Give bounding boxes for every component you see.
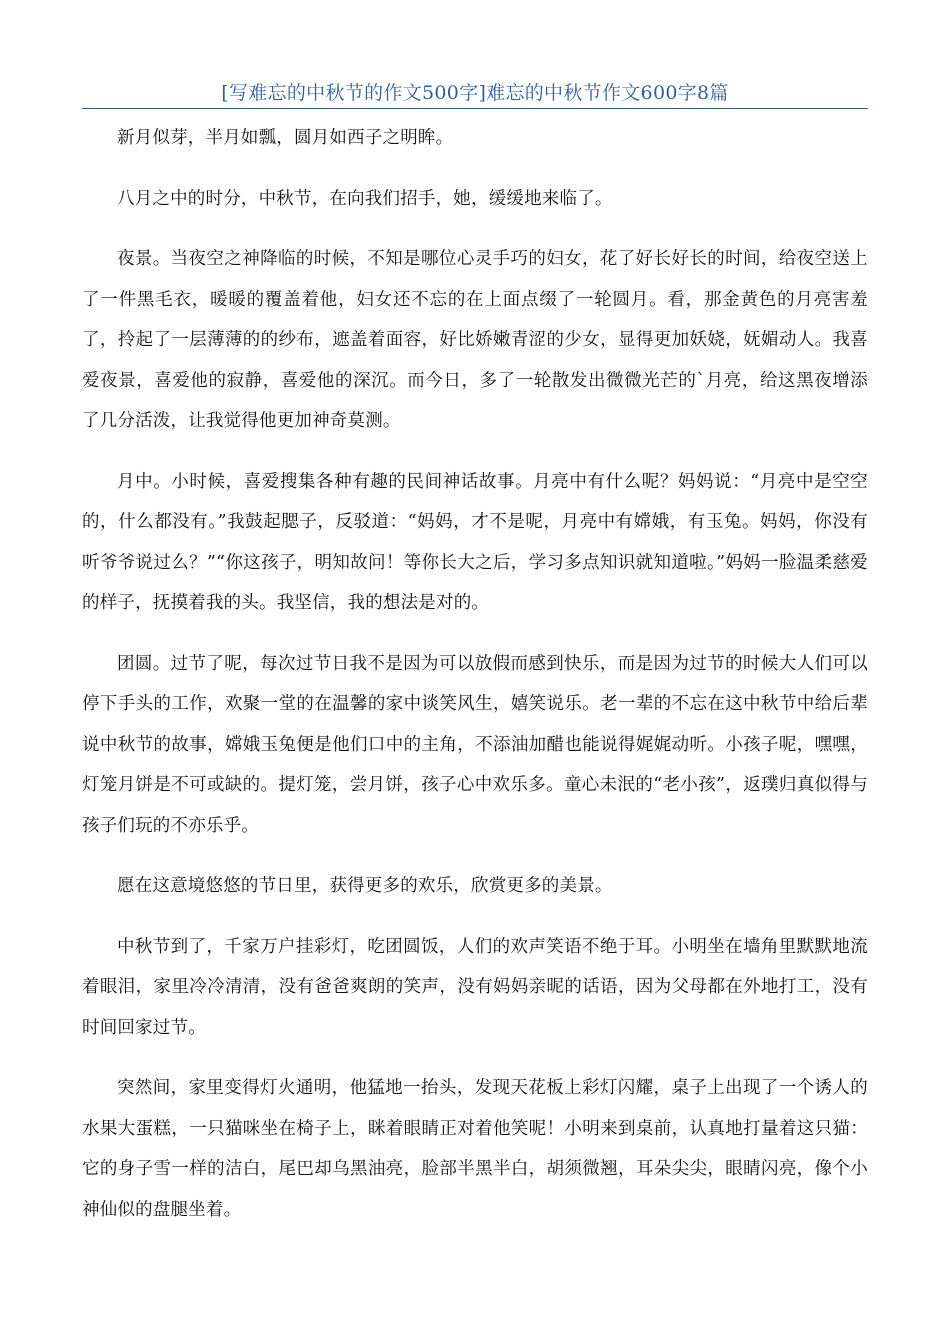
document-body (82, 118, 868, 1250)
paragraph: 月中。小时候，喜爱搜集各种有趣的民间神话故事。月亮中有什么呢？妈妈说：“月亮中是空空的，什么都没有。”我鼓起腮子，反驳道：“妈妈，才不是呢，月亮中有嫦娥，有玉兔。妈妈，你没有听爷爷说过么？”“你这孩子，明知故问！等你长大之后，学习多点知识就知道啦。”妈妈一脸温柔慈爱的样子，抚摸着我的头。我坚信，我的想法是对的。 (82, 471, 868, 613)
paragraph: 突然间，家里变得灯火通明，他猛地一抬头，发现天花板上彩灯闪耀，桌子上出现了一个诱人的水果大蛋糕，一只猫咪坐在椅子上，眯着眼睛正对着他笑呢！小明来到桌前，认真地打量着这只猫：它的身子雪一样的洁白，尾巴却乌黑油亮，脸部半黑半白，胡须微翘，耳朵尖尖，眼睛闪亮，像个小神仙似的盘腿坐着。 (82, 1078, 868, 1220)
paragraph: 夜景。当夜空之神降临的时候，不知是哪位心灵手巧的妇女，花了好长好长的时间，给夜空送上了一件黑毛衣，暖暖的覆盖着他，妇女还不忘的在上面点缀了一轮圆月。看，那金黄色的月亮害羞了，拎起了一层薄薄的的纱布，遮盖着面容，好比娇嫩青涩的少女，显得更加妖娆，妩媚动人。我喜爱夜景，喜爱他的寂静，喜爱他的深沉。而今日，多了一轮散发出微微光芒的`月亮，给这黑夜增添了几分活泼，让我觉得他更加神奇莫测。 (82, 249, 868, 431)
document-title: [写难忘的中秋节的作文500字]难忘的中秋节作文600字8篇 (221, 82, 729, 104)
paragraph: 愿在这意境悠悠的节日里，获得更多的欢乐，欣赏更多的美景。 (117, 876, 613, 896)
document-page (82, 0, 868, 1344)
page-header (82, 78, 868, 109)
paragraph: 新月似芽，半月如瓢，圆月如西子之明眸。 (117, 128, 454, 148)
paragraph: 八月之中的时分，中秋节，在向我们招手，她，缓缓地来临了。 (117, 188, 613, 209)
paragraph: 团圆。过节了呢，每次过节日我不是因为可以放假而感到快乐，而是因为过节的时候大人们可以停下手头的工作，欢聚一堂的在温馨的家中谈笑风生，嬉笑说乐。老一辈的不忘在这中秋节中给后辈说中秋节的故事，嫦娥玉兔便是他们口中的主角，不添油加醋也能说得娓娓动听。小孩子呢，嘿嘿，灯笼月饼是不可或缺的。提灯笼，尝月饼，孩子心中欢乐多。童心未泯的“老小孩”，返璞归真似得与孩子们玩的不亦乐乎。 (82, 653, 868, 836)
paragraph: 中秋节到了，千家万户挂彩灯，吃团圆饭，人们的欢声笑语不绝于耳。小明坐在墙角里默默地流着眼泪，家里冷冷清清，没有爸爸爽朗的笑声，没有妈妈亲昵的话语，因为父母都在外地打工，没有时间回家过节。 (82, 936, 868, 1038)
